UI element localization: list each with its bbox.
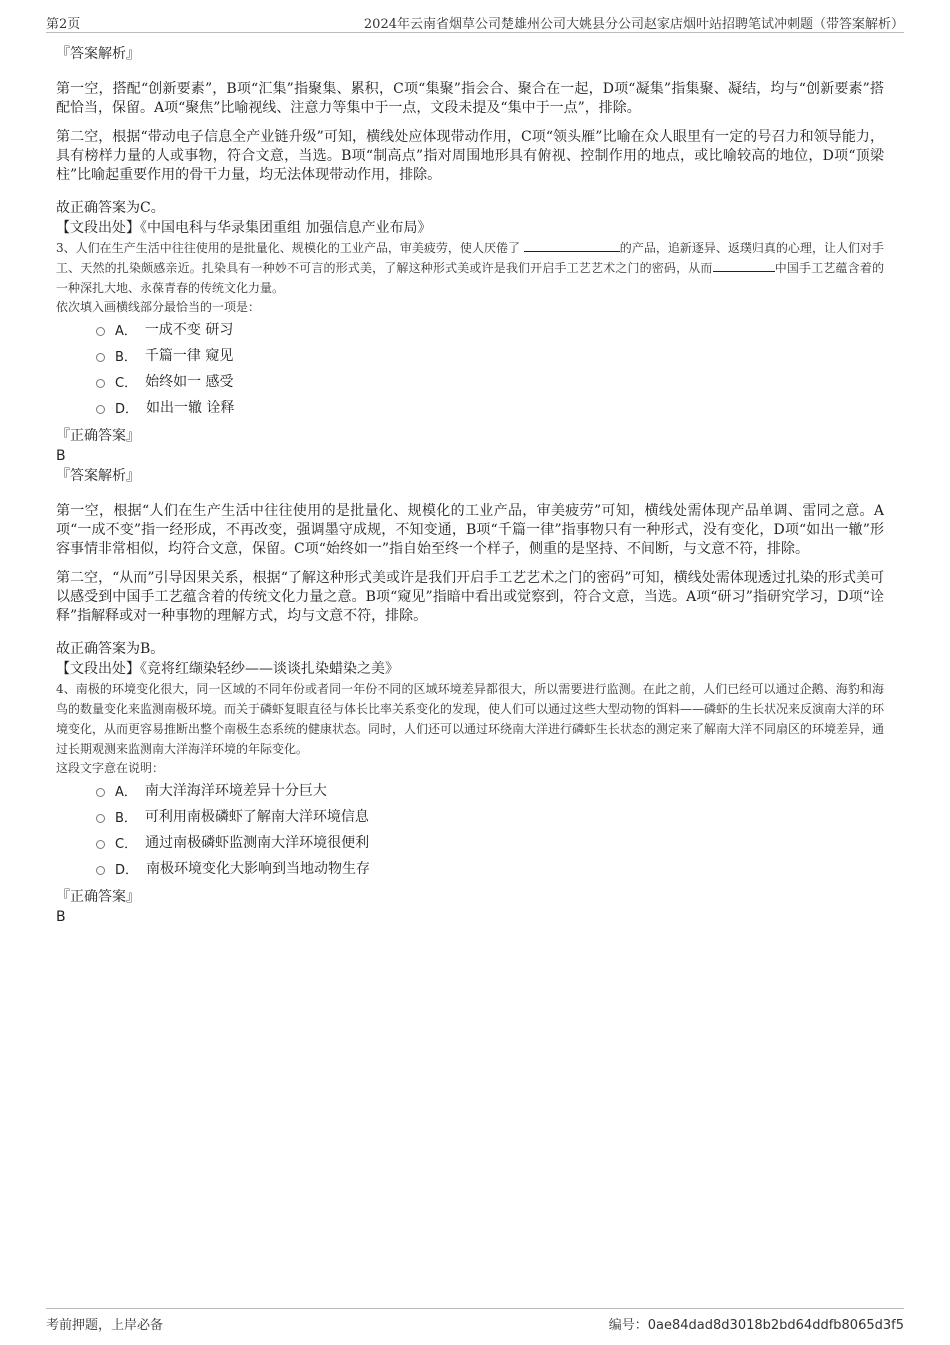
radio-button[interactable]: [96, 814, 105, 823]
radio-button[interactable]: [96, 840, 105, 849]
option-b[interactable]: B． 千篇一律 窥见: [96, 342, 884, 368]
radio-button[interactable]: [96, 353, 105, 362]
option-c[interactable]: C． 始终如一 感受: [96, 368, 884, 394]
question-4-instruction: 这段文字意在说明：: [56, 761, 165, 775]
analysis-paragraph: 第二空，“从而”引导因果关系，根据“了解这种形式美或许是我们开启手工艺艺术之门的密码”可知，横线处需体现透过扎染的形式美可以感受到中国手工艺蕴含着的传统文化力量之意。B项“窥见”指暗中看出或觉察到，符合文意，当选。A项“研习”指研究学习，D项“诠释”指解释或对一种事物的理解方式，均与文意不符，排除。: [56, 570, 884, 624]
option-a[interactable]: A． 一成不变 研习: [96, 316, 884, 342]
page-header: [46, 10, 904, 33]
fill-blank: [524, 239, 620, 252]
document-code: 编号：0ae84dad8d3018b2bd64ddfb8065d3f5: [608, 1318, 904, 1333]
analysis-paragraph: 第一空，根据“人们在生产生活中往往使用的是批量化、规模化的工业产品，审美疲劳”可知，横线处需体现产品单调、雷同之意。A项“一成不变”指一经形成，不再改变，强调墨守成规，不知变通，B项“千篇一律”指事物只有一种形式，没有变化，D项“如出一辙”形容事情非常相似，均符合文意，保留。C项“始终如一”指自始至终一个样子，侧重的是坚持、不间断，与文意不符，排除。: [56, 503, 884, 557]
analysis-label: 『答案解析』: [56, 468, 140, 484]
option-text: 始终如一 感受: [145, 374, 234, 390]
radio-button[interactable]: [96, 379, 105, 388]
option-a[interactable]: A． 南大洋海洋环境差异十分巨大: [96, 777, 884, 803]
question-4-text: 4、南极的环境变化很大，同一区域的不同年份或者同一年份不同的区域环境差异都很大，所以需要进行监测。在此之前，人们已经可以通过企鹅、海豹和海鸟的数量变化来监测南极环境。而关于磷虾复眼直径与体长比率关系变化的发现，使人们可以通过这些大型动物的饵料——磷虾的生长状况来反演南大洋的环境变化，从而更容易推断出整个南极生态系统的健康状态。同时，人们还可以通过环绕南大洋进行磷虾生长状态的测定来了解南大洋不同扇区的环境差异，通过长期观测来监测南大洋海洋环境的年际变化。: [56, 682, 885, 756]
option-text: 如出一辙 诠释: [146, 400, 235, 416]
option-text: 千篇一律 窥见: [144, 348, 234, 364]
analysis-label: 『答案解析』: [56, 46, 140, 62]
footer-slogan: 考前押题，上岸必备: [46, 1318, 164, 1333]
option-d[interactable]: D． 如出一辙 诠释: [96, 394, 884, 420]
conclusion: 故正确答案为B。: [56, 641, 165, 657]
question-3-options: [56, 316, 884, 420]
option-text: 通过南极磷虾监测南大洋环境很便利: [145, 835, 370, 851]
fill-blank: [713, 259, 775, 272]
radio-button[interactable]: [96, 405, 105, 414]
option-text: 可利用南极磷虾了解南大洋环境信息: [144, 809, 369, 825]
option-text: 南极环境变化大影响到当地动物生存: [146, 861, 371, 877]
radio-button[interactable]: [96, 327, 105, 336]
correct-answer-label: 『正确答案』: [56, 889, 140, 905]
correct-answer: B: [56, 448, 66, 464]
question-3-instruction: 依次填入画横线部分最恰当的一项是：: [56, 300, 261, 314]
source-citation: 【文段出处】《中国电科与华录集团重组 加强信息产业布局》: [56, 220, 432, 236]
option-text: 一成不变 研习: [144, 322, 234, 338]
source-citation: 【文段出处】《竞将红缬染轻纱——谈谈扎染蜡染之美》: [56, 661, 399, 677]
option-c[interactable]: C． 通过南极磷虾监测南大洋环境很便利: [96, 829, 884, 855]
radio-button[interactable]: [96, 788, 105, 797]
document-title: 2024年云南省烟草公司楚雄州公司大姚县分公司赵家店烟叶站招聘笔试冲刺题（带答案解析）: [363, 17, 904, 32]
correct-answer-label: 『正确答案』: [56, 428, 140, 444]
analysis-paragraph: 第二空，根据“带动电子信息全产业链升级”可知，横线处应体现带动作用，C项“领头雁”比喻在众人眼里有一定的号召力和领导能力，具有榜样力量的人或事物，符合文意，当选。B项“制高点”指对周围地形具有俯视、控制作用的地点，或比喻较高的地位，D项“顶梁柱”比喻起重要作用的骨干力量，均无法体现带动作用，排除。: [56, 129, 884, 183]
question-4-options: [56, 777, 884, 881]
correct-answer: B: [56, 909, 66, 925]
page-number: 第2页: [46, 17, 81, 32]
option-b[interactable]: B． 可利用南极磷虾了解南大洋环境信息: [96, 803, 884, 829]
analysis-paragraph: 第一空，搭配“创新要素”，B项“汇集”指聚集、累积，C项“集聚”指会合、聚合在一起，D项“凝集”指集聚、凝结，均与“创新要素”搭配恰当，保留。A项“聚焦”比喻视线、注意力等集中于一点，文段未提及“集中于一点”，排除。: [56, 81, 884, 116]
page-footer: [46, 1308, 904, 1331]
radio-button[interactable]: [96, 866, 105, 875]
option-d[interactable]: D． 南极环境变化大影响到当地动物生存: [96, 855, 884, 881]
page-content: [56, 44, 884, 927]
question-3-text: 3、人们在生产生活中往往使用的是批量化、规模化的工业产品，审美疲劳，使人厌倦了 的产品，追新逐异、返璞归真的心理，让人们对手工、天然的扎染颇感亲近。扎染具有一种妙不可言的形式美，了解这种形式美或许是我们开启手工艺艺术之门的密码，从而 中国手工艺蕴含着的一种深扎大地、永葆青春的传统文化力量。: [56, 241, 884, 295]
conclusion: 故正确答案为C。: [56, 200, 165, 216]
option-text: 南大洋海洋环境差异十分巨大: [144, 783, 327, 799]
